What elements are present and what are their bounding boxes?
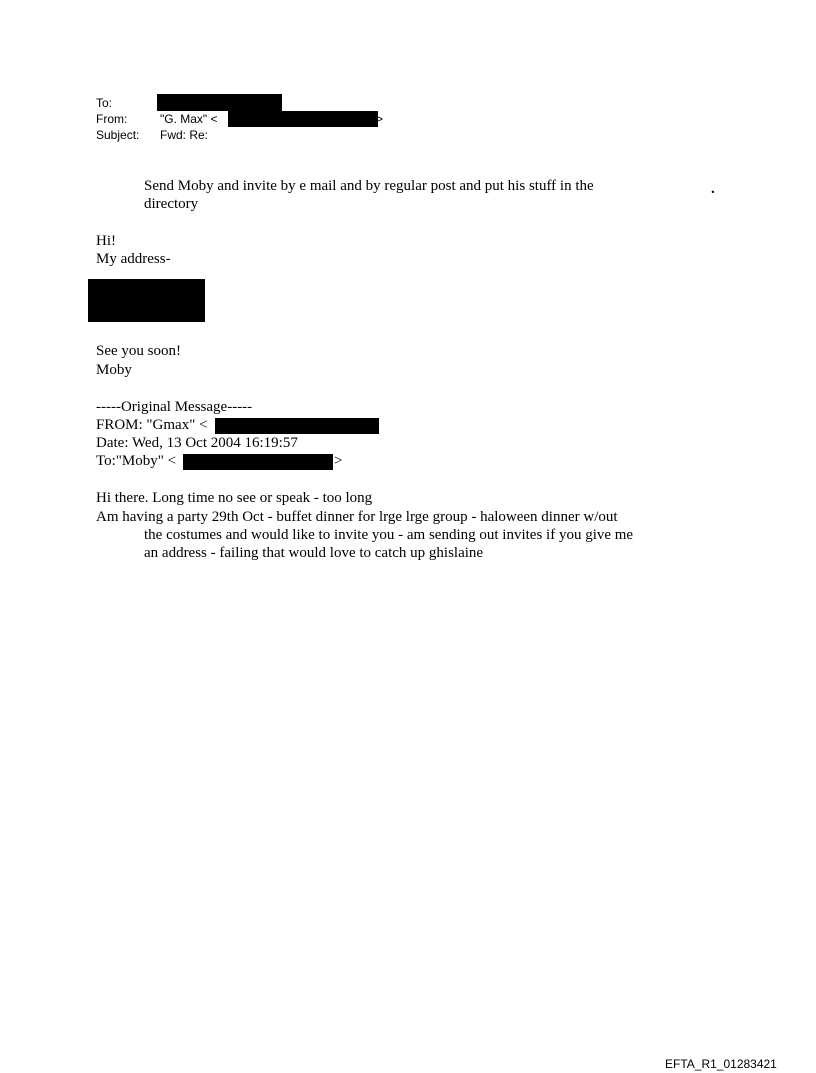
redaction-address [88,279,205,322]
redaction-original-to [183,454,333,470]
from-end: > [376,112,384,126]
reply-closing-2: Moby [96,362,132,378]
from-label: From: [96,112,128,126]
reply-closing-1: See you soon! [96,343,181,359]
from-value: "G. Max" < [160,112,218,126]
note-line-1: Send Moby and invite by e mail and by regular post and put his stuff in the [144,178,594,194]
redaction-to [157,94,282,111]
document-id: EFTA_R1_01283421 [665,1057,777,1071]
reply-address-label: My address- [96,251,171,267]
original-separator: -----Original Message----- [96,399,253,415]
original-to: To:"Moby" < [96,453,177,469]
message-line-4: an address - failing that would love to catch up ghislaine [144,545,484,561]
message-line-3: the costumes and would like to invite you - am sending out invites if you give me [144,527,634,543]
original-from: FROM: "Gmax" < [96,417,208,433]
to-label: To: [96,96,113,110]
note-dot: . [711,181,715,197]
original-to-end: > [334,453,343,469]
redaction-from [228,111,378,127]
original-date: Date: Wed, 13 Oct 2004 16:19:57 [96,435,298,451]
note-line-2: directory [144,196,199,212]
subject-value: Fwd: Re: [160,128,209,142]
message-line-2: Am having a party 29th Oct - buffet dinner for lrge lrge group - haloween dinner w/out [96,509,618,525]
subject-label: Subject: [96,128,140,142]
message-line-1: Hi there. Long time no see or speak - too long [96,490,373,506]
reply-greeting: Hi! [96,233,116,249]
redaction-original-from [215,418,379,434]
